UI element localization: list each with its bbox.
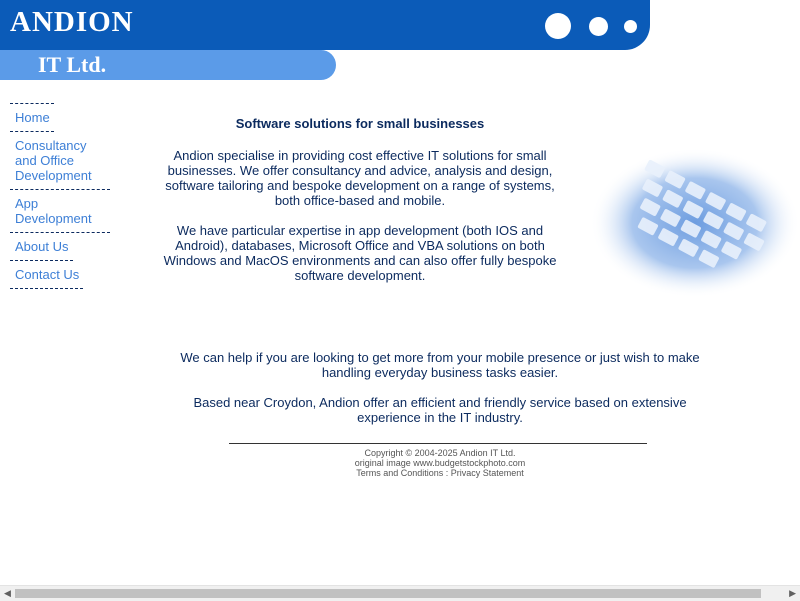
copyright-text: Copyright © 2004-2025 Andion IT Ltd. xyxy=(364,448,516,458)
nav-divider xyxy=(10,288,83,289)
horizontal-scrollbar[interactable] xyxy=(0,585,800,601)
keyboard-image xyxy=(590,148,800,298)
nav-item-contact-us[interactable]: Contact Us xyxy=(15,267,80,282)
sub-brand: IT Ltd. xyxy=(38,52,107,77)
intro-paragraph: Andion specialise in providing cost effective IT solutions for small businesses. We offer consultancy and advice, analysis and design, software tailoring and bespoke development on a range of systems, both office-based and mobile. xyxy=(165,148,555,208)
scroll-left-arrow-icon[interactable]: ◀ xyxy=(4,588,11,598)
help-paragraph: We can help if you are looking to get more from your mobile presence or just wish to make handling everyday business tasks easier. xyxy=(180,350,700,380)
footer-separator: : xyxy=(443,468,451,478)
page-heading: Software solutions for small businesses xyxy=(235,116,485,131)
nav-item-app-development[interactable]: App Development xyxy=(15,196,92,226)
main-content xyxy=(160,116,560,298)
terms-link[interactable]: Terms and Conditions xyxy=(356,468,444,478)
image-credit-text: original image www.budgetstockphoto.com xyxy=(354,458,526,468)
footer-divider xyxy=(229,443,647,444)
nav-item-about-us[interactable]: About Us xyxy=(15,239,69,254)
decorative-dot-large xyxy=(545,13,571,39)
decorative-dot-small xyxy=(624,20,637,33)
secondary-content xyxy=(160,350,720,440)
expertise-paragraph: We have particular expertise in app development (both IOS and Android), databases, Microsoft Office and VBA solutions on both Windows and MacOS environments and can also offer fully bespoke software development. xyxy=(163,223,557,283)
nav-divider xyxy=(10,232,110,233)
scroll-right-arrow-icon[interactable]: ▶ xyxy=(789,588,796,598)
privacy-link[interactable]: Privacy Statement xyxy=(450,468,524,478)
nav-item-home[interactable]: Home xyxy=(15,110,50,125)
footer xyxy=(230,448,650,478)
nav-divider xyxy=(10,103,54,104)
footer-links xyxy=(230,468,650,478)
location-paragraph: Based near Croydon, Andion offer an efficient and friendly service based on extensive experience in the IT industry. xyxy=(193,395,687,425)
scrollbar-thumb[interactable] xyxy=(15,589,761,598)
decorative-dot-medium xyxy=(589,17,608,36)
brand-logo: ANDION xyxy=(10,6,134,38)
nav-item-consultancy[interactable]: Consultancy and Office Development xyxy=(15,138,92,183)
sidebar-nav xyxy=(10,97,120,295)
nav-divider xyxy=(10,131,54,132)
nav-divider xyxy=(10,189,110,190)
nav-divider xyxy=(10,260,73,261)
